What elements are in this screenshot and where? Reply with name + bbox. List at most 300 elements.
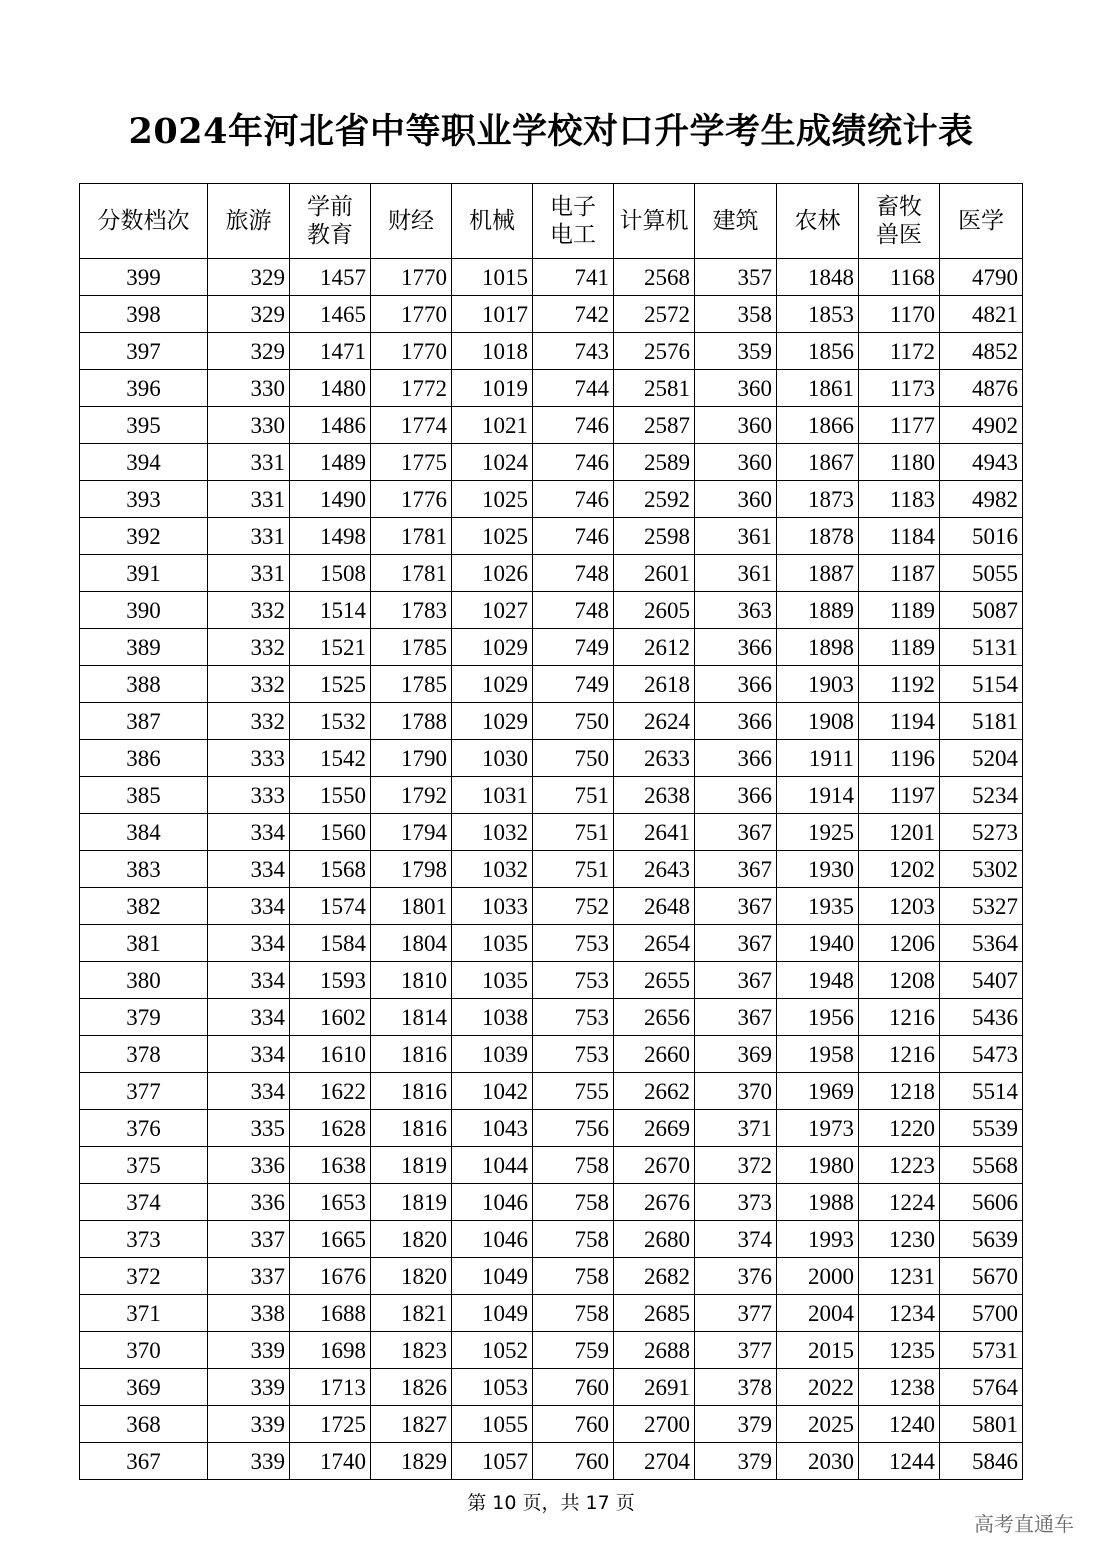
count-cell: 366 [695,666,777,703]
count-cell: 1790 [371,740,452,777]
table-row [80,851,1023,888]
count-cell: 758 [533,1221,614,1258]
count-cell: 332 [208,703,290,740]
score-cell: 375 [80,1147,208,1184]
count-cell: 5700 [940,1295,1023,1332]
count-cell: 2022 [777,1369,859,1406]
count-cell: 1465 [290,296,371,333]
count-cell: 755 [533,1073,614,1110]
count-cell: 1898 [777,629,859,666]
table-row [80,1221,1023,1258]
count-cell: 5670 [940,1258,1023,1295]
count-cell: 333 [208,740,290,777]
count-cell: 758 [533,1295,614,1332]
score-cell: 380 [80,962,208,999]
count-cell: 1861 [777,370,859,407]
count-cell: 5302 [940,851,1023,888]
count-cell: 1216 [859,999,940,1036]
count-cell: 332 [208,592,290,629]
count-cell: 1238 [859,1369,940,1406]
count-cell: 2704 [614,1443,695,1480]
count-cell: 749 [533,629,614,666]
count-cell: 741 [533,259,614,296]
count-cell: 334 [208,1073,290,1110]
score-cell: 383 [80,851,208,888]
count-cell: 4790 [940,259,1023,296]
count-cell: 2601 [614,555,695,592]
count-cell: 1189 [859,629,940,666]
count-cell: 4982 [940,481,1023,518]
count-cell: 373 [695,1184,777,1221]
count-cell: 1026 [452,555,533,592]
count-cell: 760 [533,1369,614,1406]
count-cell: 370 [695,1073,777,1110]
count-cell: 366 [695,740,777,777]
count-cell: 2643 [614,851,695,888]
count-cell: 760 [533,1406,614,1443]
count-cell: 743 [533,333,614,370]
count-cell: 1508 [290,555,371,592]
score-cell: 377 [80,1073,208,1110]
table-row [80,925,1023,962]
table-row [80,555,1023,592]
count-cell: 1816 [371,1110,452,1147]
count-cell: 1973 [777,1110,859,1147]
count-cell: 1202 [859,851,940,888]
count-cell: 2638 [614,777,695,814]
count-cell: 1015 [452,259,533,296]
count-cell: 1775 [371,444,452,481]
count-cell: 753 [533,962,614,999]
count-cell: 1628 [290,1110,371,1147]
count-cell: 367 [695,814,777,851]
count-cell: 1030 [452,740,533,777]
count-cell: 334 [208,1036,290,1073]
count-cell: 1798 [371,851,452,888]
count-cell: 1958 [777,1036,859,1073]
count-cell: 1240 [859,1406,940,1443]
count-cell: 1244 [859,1443,940,1480]
count-cell: 1231 [859,1258,940,1295]
score-cell: 374 [80,1184,208,1221]
count-cell: 331 [208,444,290,481]
count-cell: 1776 [371,481,452,518]
count-cell: 2624 [614,703,695,740]
count-cell: 1044 [452,1147,533,1184]
count-cell: 1814 [371,999,452,1036]
count-cell: 1911 [777,740,859,777]
count-cell: 1829 [371,1443,452,1480]
count-cell: 1043 [452,1110,533,1147]
count-cell: 1025 [452,481,533,518]
table-row [80,1147,1023,1184]
score-cell: 367 [80,1443,208,1480]
count-cell: 367 [695,851,777,888]
table-row [80,407,1023,444]
count-cell: 1593 [290,962,371,999]
table-row [80,888,1023,925]
count-cell: 367 [695,888,777,925]
page-number: 第 10 页，共 17 页 [467,1492,635,1514]
score-cell: 398 [80,296,208,333]
count-cell: 1029 [452,629,533,666]
score-cell: 368 [80,1406,208,1443]
count-cell: 1177 [859,407,940,444]
count-cell: 1498 [290,518,371,555]
count-cell: 4852 [940,333,1023,370]
count-cell: 367 [695,925,777,962]
count-cell: 1584 [290,925,371,962]
count-cell: 1688 [290,1295,371,1332]
count-cell: 5087 [940,592,1023,629]
count-cell: 339 [208,1406,290,1443]
count-cell: 1903 [777,666,859,703]
count-cell: 1183 [859,481,940,518]
count-cell: 758 [533,1258,614,1295]
count-cell: 1025 [452,518,533,555]
table-row [80,259,1023,296]
count-cell: 1819 [371,1147,452,1184]
count-cell: 2589 [614,444,695,481]
count-cell: 2015 [777,1332,859,1369]
count-cell: 2648 [614,888,695,925]
count-cell: 5514 [940,1073,1023,1110]
count-cell: 1940 [777,925,859,962]
count-cell: 1489 [290,444,371,481]
count-cell: 1804 [371,925,452,962]
count-cell: 5764 [940,1369,1023,1406]
count-cell: 1039 [452,1036,533,1073]
count-cell: 753 [533,925,614,962]
count-cell: 1230 [859,1221,940,1258]
count-cell: 5606 [940,1184,1023,1221]
count-cell: 359 [695,333,777,370]
count-cell: 1049 [452,1295,533,1332]
count-cell: 1908 [777,703,859,740]
count-cell: 753 [533,999,614,1036]
count-cell: 335 [208,1110,290,1147]
count-cell: 339 [208,1369,290,1406]
table-row [80,666,1023,703]
count-cell: 329 [208,259,290,296]
count-cell: 1224 [859,1184,940,1221]
count-cell: 1525 [290,666,371,703]
count-cell: 1208 [859,962,940,999]
count-cell: 1827 [371,1406,452,1443]
count-cell: 360 [695,481,777,518]
count-cell: 334 [208,999,290,1036]
count-cell: 372 [695,1147,777,1184]
count-cell: 5273 [940,814,1023,851]
count-cell: 5731 [940,1332,1023,1369]
count-cell: 1867 [777,444,859,481]
count-cell: 336 [208,1147,290,1184]
count-cell: 2662 [614,1073,695,1110]
count-cell: 1196 [859,740,940,777]
count-cell: 1017 [452,296,533,333]
count-cell: 1785 [371,666,452,703]
count-cell: 751 [533,814,614,851]
count-cell: 2572 [614,296,695,333]
count-cell: 366 [695,629,777,666]
count-cell: 1220 [859,1110,940,1147]
count-cell: 4821 [940,296,1023,333]
count-cell: 1018 [452,333,533,370]
score-cell: 373 [80,1221,208,1258]
count-cell: 377 [695,1295,777,1332]
table-row [80,777,1023,814]
count-cell: 1216 [859,1036,940,1073]
count-cell: 1665 [290,1221,371,1258]
count-cell: 1781 [371,518,452,555]
count-cell: 752 [533,888,614,925]
count-cell: 1889 [777,592,859,629]
count-cell: 2581 [614,370,695,407]
count-cell: 332 [208,629,290,666]
count-cell: 1788 [371,703,452,740]
count-cell: 1223 [859,1147,940,1184]
count-cell: 2633 [614,740,695,777]
score-cell: 390 [80,592,208,629]
table-body [80,259,1023,1480]
count-cell: 1948 [777,962,859,999]
count-cell: 2688 [614,1332,695,1369]
count-cell: 1514 [290,592,371,629]
score-cell: 369 [80,1369,208,1406]
count-cell: 746 [533,444,614,481]
score-cell: 384 [80,814,208,851]
count-cell: 758 [533,1184,614,1221]
count-cell: 2691 [614,1369,695,1406]
count-cell: 751 [533,851,614,888]
count-cell: 1173 [859,370,940,407]
count-cell: 1032 [452,814,533,851]
count-cell: 1490 [290,481,371,518]
count-cell: 1770 [371,333,452,370]
count-cell: 5364 [940,925,1023,962]
count-cell: 1560 [290,814,371,851]
count-cell: 1866 [777,407,859,444]
count-cell: 366 [695,777,777,814]
count-cell: 1521 [290,629,371,666]
score-cell: 372 [80,1258,208,1295]
count-cell: 1203 [859,888,940,925]
count-cell: 2598 [614,518,695,555]
count-cell: 1033 [452,888,533,925]
table-row [80,518,1023,555]
score-distribution-table [79,183,1023,1480]
table-row [80,296,1023,333]
count-cell: 2676 [614,1184,695,1221]
count-cell: 329 [208,296,290,333]
count-cell: 1725 [290,1406,371,1443]
table-row [80,1036,1023,1073]
count-cell: 5407 [940,962,1023,999]
count-cell: 5568 [940,1147,1023,1184]
count-cell: 1602 [290,999,371,1036]
count-cell: 748 [533,592,614,629]
count-cell: 1622 [290,1073,371,1110]
count-cell: 1035 [452,925,533,962]
count-cell: 5327 [940,888,1023,925]
count-cell: 379 [695,1406,777,1443]
count-cell: 367 [695,962,777,999]
score-cell: 397 [80,333,208,370]
count-cell: 1713 [290,1369,371,1406]
count-cell: 337 [208,1258,290,1295]
score-cell: 370 [80,1332,208,1369]
count-cell: 377 [695,1332,777,1369]
score-cell: 392 [80,518,208,555]
count-cell: 1032 [452,851,533,888]
count-cell: 358 [695,296,777,333]
table-row [80,962,1023,999]
count-cell: 5016 [940,518,1023,555]
column-header: 学前 教育 [290,184,371,259]
count-cell: 376 [695,1258,777,1295]
count-cell: 1480 [290,370,371,407]
table-row [80,629,1023,666]
count-cell: 5131 [940,629,1023,666]
count-cell: 333 [208,777,290,814]
count-cell: 758 [533,1147,614,1184]
column-header: 医学 [940,184,1023,259]
table-row [80,1184,1023,1221]
count-cell: 1770 [371,296,452,333]
count-cell: 369 [695,1036,777,1073]
count-cell: 1172 [859,333,940,370]
count-cell: 1052 [452,1332,533,1369]
count-cell: 1819 [371,1184,452,1221]
count-cell: 339 [208,1332,290,1369]
count-cell: 378 [695,1369,777,1406]
table-row [80,1258,1023,1295]
column-header: 建筑 [695,184,777,259]
count-cell: 331 [208,518,290,555]
score-cell: 371 [80,1295,208,1332]
count-cell: 360 [695,407,777,444]
score-cell: 378 [80,1036,208,1073]
count-cell: 1878 [777,518,859,555]
count-cell: 2605 [614,592,695,629]
count-cell: 371 [695,1110,777,1147]
count-cell: 1698 [290,1332,371,1369]
table-row [80,444,1023,481]
score-cell: 382 [80,888,208,925]
count-cell: 329 [208,333,290,370]
table-row [80,1332,1023,1369]
count-cell: 1821 [371,1295,452,1332]
count-cell: 1930 [777,851,859,888]
count-cell: 1873 [777,481,859,518]
count-cell: 1653 [290,1184,371,1221]
count-cell: 1042 [452,1073,533,1110]
count-cell: 1170 [859,296,940,333]
count-cell: 1792 [371,777,452,814]
count-cell: 5473 [940,1036,1023,1073]
count-cell: 750 [533,740,614,777]
table-row [80,814,1023,851]
count-cell: 1168 [859,259,940,296]
count-cell: 1187 [859,555,940,592]
count-cell: 5539 [940,1110,1023,1147]
count-cell: 749 [533,666,614,703]
count-cell: 756 [533,1110,614,1147]
column-header: 分数档次 [80,184,208,259]
table-row [80,481,1023,518]
count-cell: 1925 [777,814,859,851]
count-cell: 1610 [290,1036,371,1073]
count-cell: 1049 [452,1258,533,1295]
count-cell: 2568 [614,259,695,296]
count-cell: 1969 [777,1073,859,1110]
count-cell: 1532 [290,703,371,740]
count-cell: 1574 [290,888,371,925]
count-cell: 1194 [859,703,940,740]
count-cell: 1035 [452,962,533,999]
count-cell: 334 [208,814,290,851]
count-cell: 1046 [452,1184,533,1221]
count-cell: 1823 [371,1332,452,1369]
source-watermark: 高考直通车 [974,1512,1074,1536]
count-cell: 746 [533,481,614,518]
count-cell: 1568 [290,851,371,888]
score-cell: 376 [80,1110,208,1147]
document-title: 2024年河北省中等职业学校对口升学考生成绩统计表 [128,111,974,152]
count-cell: 1772 [371,370,452,407]
score-cell: 396 [80,370,208,407]
count-cell: 367 [695,999,777,1036]
count-cell: 361 [695,555,777,592]
count-cell: 1024 [452,444,533,481]
count-cell: 751 [533,777,614,814]
count-cell: 1038 [452,999,533,1036]
count-cell: 1029 [452,666,533,703]
table-row [80,703,1023,740]
count-cell: 5436 [940,999,1023,1036]
count-cell: 2592 [614,481,695,518]
count-cell: 746 [533,407,614,444]
column-header: 计算机 [614,184,695,259]
count-cell: 1027 [452,592,533,629]
score-cell: 381 [80,925,208,962]
count-cell: 2660 [614,1036,695,1073]
count-cell: 759 [533,1332,614,1369]
count-cell: 1029 [452,703,533,740]
table-row [80,740,1023,777]
count-cell: 1914 [777,777,859,814]
count-cell: 2612 [614,629,695,666]
count-cell: 1031 [452,777,533,814]
score-cell: 387 [80,703,208,740]
count-cell: 1206 [859,925,940,962]
count-cell: 1046 [452,1221,533,1258]
count-cell: 2587 [614,407,695,444]
count-cell: 753 [533,1036,614,1073]
count-cell: 379 [695,1443,777,1480]
count-cell: 374 [695,1221,777,1258]
count-cell: 5055 [940,555,1023,592]
count-cell: 1856 [777,333,859,370]
count-cell: 336 [208,1184,290,1221]
count-cell: 5801 [940,1406,1023,1443]
count-cell: 366 [695,703,777,740]
table-header-row [80,184,1023,259]
count-cell: 742 [533,296,614,333]
table-row [80,592,1023,629]
score-cell: 386 [80,740,208,777]
column-header: 财经 [371,184,452,259]
